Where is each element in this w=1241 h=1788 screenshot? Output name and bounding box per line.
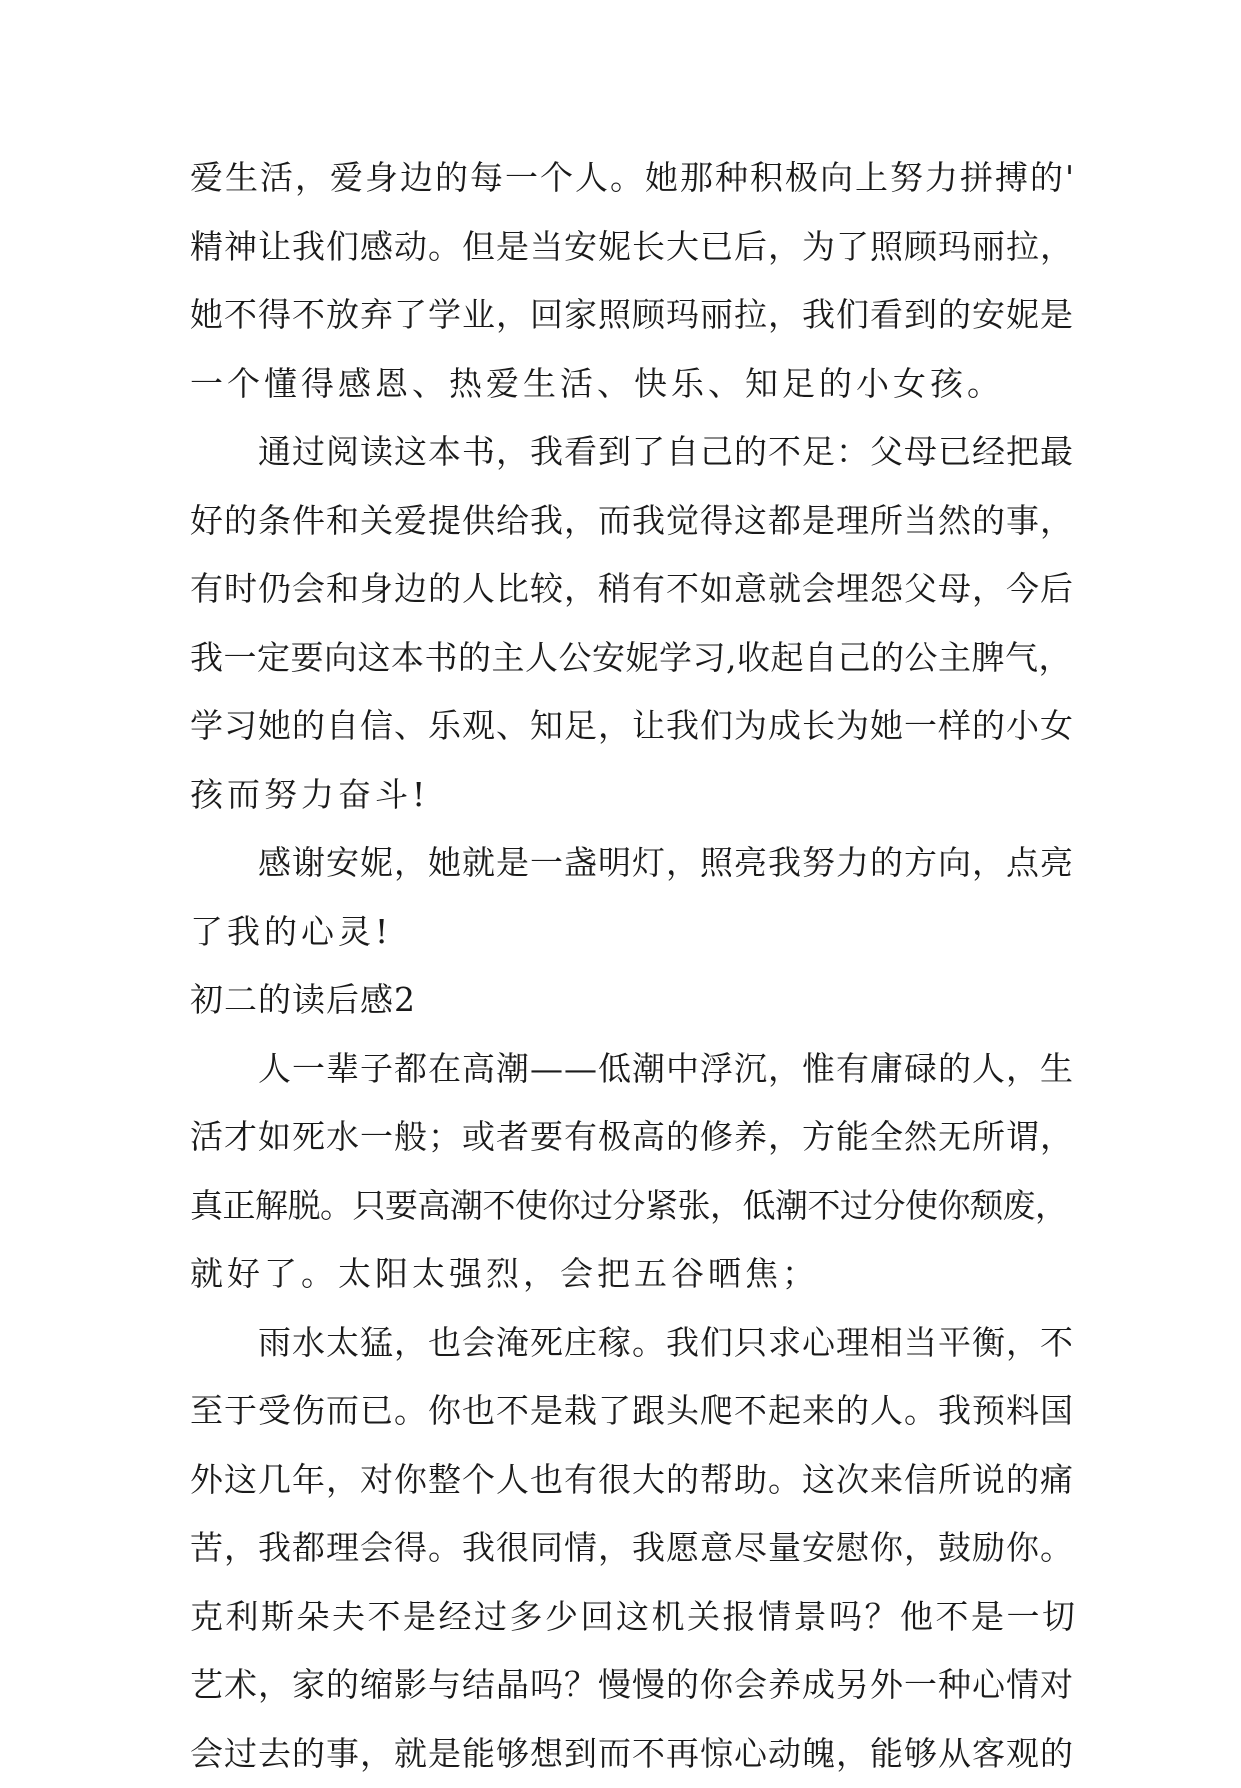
text-line: 有时仍会和身边的人比较，稍有不如意就会埋怨父母，今后 [190,555,1080,624]
text-line: 好的条件和关爱提供给我，而我觉得这都是理所当然的事， [190,487,1080,556]
text-line: 苦，我都理会得。我很同情，我愿意尽量安慰你，鼓励你。 [190,1514,1080,1583]
text-line: 通过阅读这本书，我看到了自己的不足：父母已经把最 [190,418,1080,487]
text-line: 克利斯朵夫不是经过多少回这机关报情景吗？他不是一切 [190,1583,1080,1652]
text-line: 活才如死水一般；或者要有极高的修养，方能全然无所谓， [190,1103,1080,1172]
text-line: 孩而努力奋斗! [190,761,1080,830]
text-line: 一个懂得感恩、热爱生活、快乐、知足的小女孩。 [190,350,1080,419]
text-line: 我一定要向这本书的主人公安妮学习,收起自己的公主脾气， [190,624,1080,693]
text-line: 爱生活，爱身边的每一个人。她那种积极向上努力拼搏的' [190,144,1080,213]
text-line: 艺术，家的缩影与结晶吗？慢慢的你会养成另外一种心情对 [190,1651,1080,1720]
section-heading: 初二的读后感2 [190,966,1080,1035]
body-text [190,144,1080,1788]
text-line: 雨水太猛，也会淹死庄稼。我们只求心理相当平衡，不 [190,1309,1080,1378]
text-line: 了我的心灵! [190,898,1080,967]
text-line: 就好了。太阳太强烈，会把五谷晒焦； [190,1240,1080,1309]
text-line: 会过去的事，就是能够想到而不再惊心动魄，能够从客观的 [190,1720,1080,1788]
text-line: 人一辈子都在高潮——低潮中浮沉，惟有庸碌的人，生 [190,1035,1080,1104]
text-line: 感谢安妮，她就是一盏明灯，照亮我努力的方向，点亮 [190,829,1080,898]
text-line: 真正解脱。只要高潮不使你过分紧张，低潮不过分使你颓废， [190,1172,1080,1241]
text-line: 学习她的自信、乐观、知足，让我们为成长为她一样的小女 [190,692,1080,761]
text-line: 至于受伤而已。你也不是栽了跟头爬不起来的人。我预料国 [190,1377,1080,1446]
text-line: 外这几年，对你整个人也有很大的帮助。这次来信所说的痛 [190,1446,1080,1515]
text-line: 她不得不放弃了学业，回家照顾玛丽拉，我们看到的安妮是 [190,281,1080,350]
text-line: 精神让我们感动。但是当安妮长大已后，为了照顾玛丽拉， [190,213,1080,282]
